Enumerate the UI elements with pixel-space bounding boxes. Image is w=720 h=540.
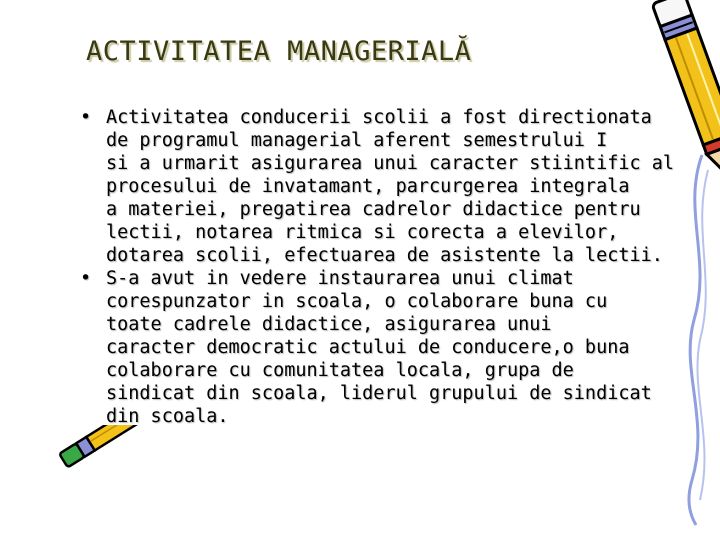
list-item (80, 106, 690, 267)
bullet-text: S-a avut in vedere instaurarea unui climat corespunzator in scoala, o colaborare buna cu toate cadrele didactice, asigurarea unui caracter democratic actului de conducere,o buna colaborare cu comunitatea locala, grupa de sindicat din scoala, liderul grupului de sindicat din scoala. (106, 268, 652, 427)
bullet-text: Activitatea conducerii scolii a fost directionata de programul managerial aferent semestrului I si a urmarit asigurarea unui caracter stiintific al procesului de invatamant, parcurgerea integrala a materiei, pregatirea cadrelor didactice pentru lectii, notarea ritmica si corecta a elevilor, dotarea scolii, efectuarea de asistente la lectii. (106, 107, 675, 266)
bullet-list (80, 106, 690, 428)
page-title: ACTIVITATEA MANAGERIALĂ (86, 36, 472, 67)
pencil-icon (55, 425, 165, 540)
bullet-marker: • (80, 268, 92, 289)
bullet-marker: • (80, 107, 92, 128)
list-item (80, 267, 690, 428)
